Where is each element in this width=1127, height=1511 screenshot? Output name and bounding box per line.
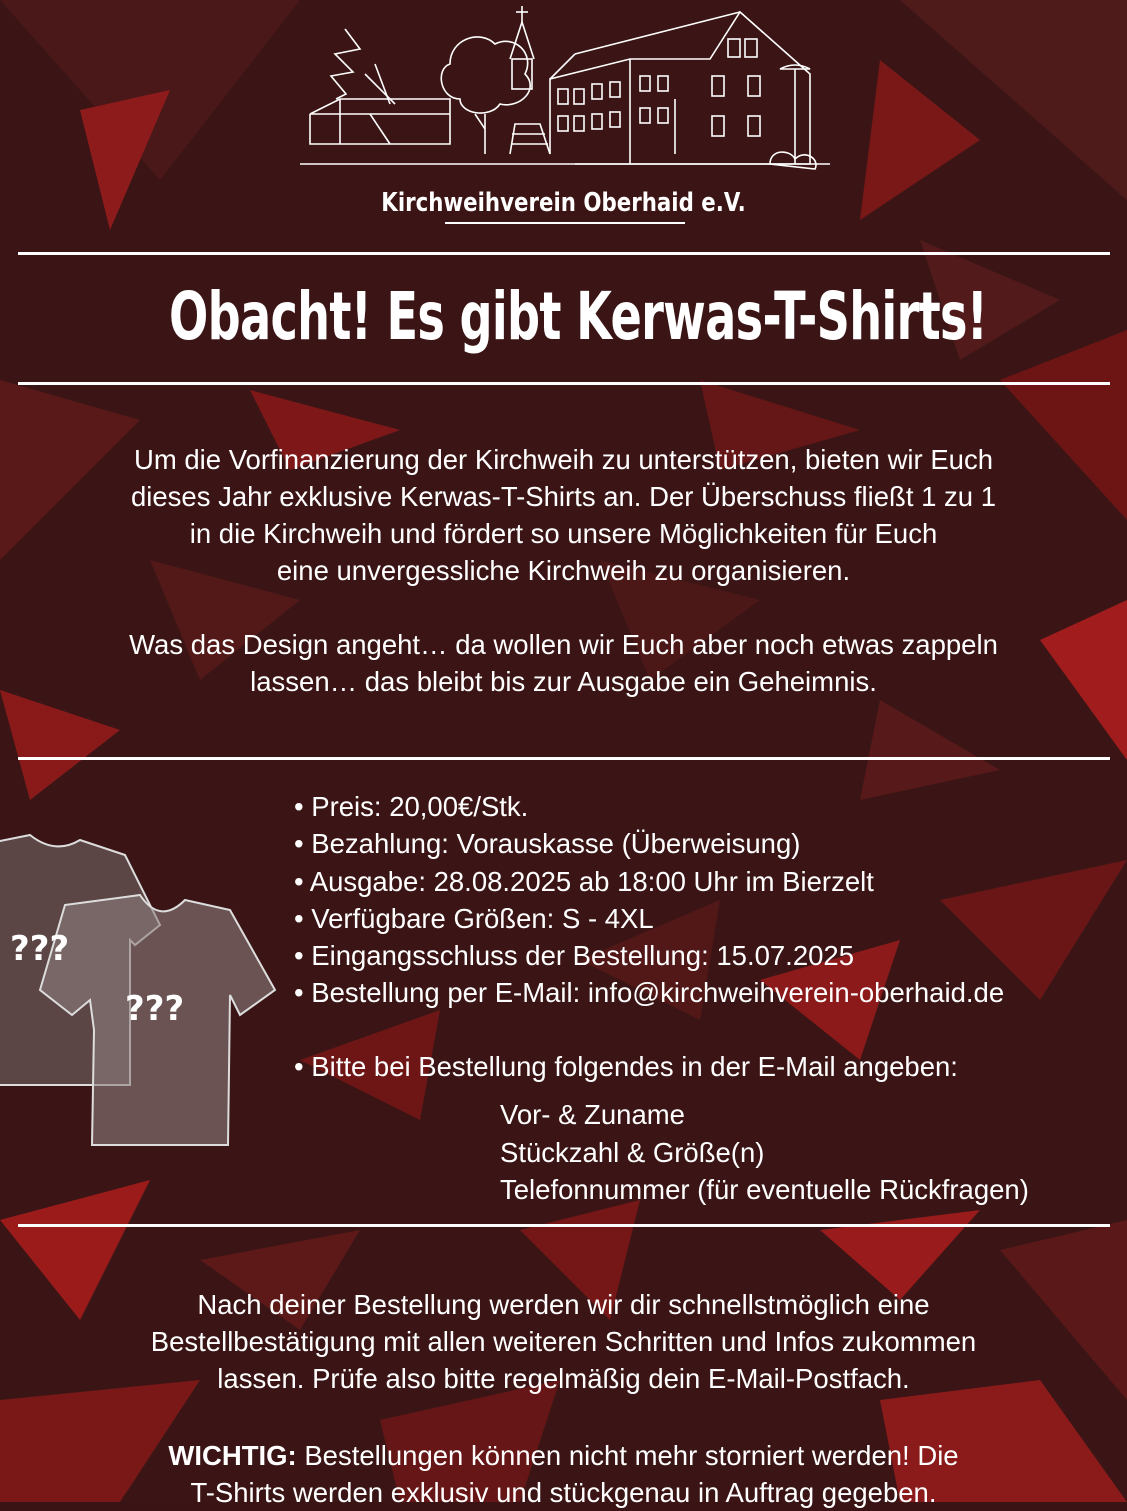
order-fields-list (500, 1096, 1029, 1209)
order-details-list (294, 788, 1004, 1085)
after-order-paragraph (0, 1286, 1127, 1397)
design-note-line: Was das Design angeht… da wollen wir Euch aber noch etwas zappeln (129, 629, 998, 660)
detail-price: • Preis: 20,00€/Stk. (294, 791, 529, 822)
intro-line: dieses Jahr exklusive Kerwas-T-Shirts an. Der Überschuss fließt 1 zu 1 (130, 481, 997, 512)
important-line-2: T-Shirts werden exklusiv und stückgenau in Auftrag gegeben. (190, 1477, 937, 1508)
organization-underline (445, 222, 685, 224)
village-church-tent-illustration-icon (300, 4, 830, 194)
organization-name: Kirchweihverein Oberhaid e.V. (381, 188, 746, 218)
intro-paragraph (0, 441, 1127, 589)
important-line-1 (0, 1437, 1127, 1474)
design-note-paragraph (0, 626, 1127, 700)
intro-line: Um die Vorfinanzierung der Kirchweih zu unterstützen, bieten wir Euch (133, 444, 994, 475)
page-title: Obacht! Es gibt Kerwas-T-Shirts! (169, 278, 988, 355)
divider-below-title (18, 382, 1110, 385)
design-note-line: lassen… das bleibt bis zur Ausgabe ein Geheimnis. (250, 666, 877, 697)
detail-deadline: • Eingangsschluss der Bestellung: 15.07.2025 (294, 940, 855, 972)
tshirt-outline-icon (0, 830, 290, 1160)
divider-details-top (18, 757, 1110, 760)
after-order-line: lassen. Prüfe also bitte regelmäßig dein E-Mail-Postfach. (217, 1363, 910, 1394)
detail-sizes: • Verfügbare Größen: S - 4XL (294, 902, 654, 934)
important-notice (0, 1437, 1127, 1511)
detail-payment: • Bezahlung: Vorauskasse (Überweisung) (294, 828, 801, 860)
after-order-line: Nach deiner Bestellung werden wir dir schnellstmöglich eine (197, 1289, 930, 1320)
important-label: WICHTIG: (168, 1440, 297, 1471)
divider-top (18, 252, 1110, 255)
mystery-label-back: ??? (10, 929, 70, 969)
order-field-name: Vor- & Zuname (500, 1099, 685, 1130)
divider-details-bottom (18, 1224, 1110, 1227)
intro-line: in die Kirchweih und fördert so unsere Möglichkeiten für Euch (189, 518, 938, 549)
important-text: Bestellungen können nicht mehr storniert werden! Die (296, 1440, 959, 1471)
order-field-quantity-size: Stückzahl & Größe(n) (500, 1136, 765, 1168)
detail-pickup: • Ausgabe: 28.08.2025 ab 18:00 Uhr im Bierzelt (294, 865, 874, 897)
after-order-line: Bestellbestätigung mit allen weiteren Schritten und Infos zukommen (150, 1326, 977, 1357)
detail-email: • Bestellung per E-Mail: info@kirchweihverein-oberhaid.de (294, 977, 1005, 1009)
mystery-label-front: ??? (125, 989, 185, 1029)
order-field-phone: Telefonnummer (für eventuelle Rückfragen) (500, 1174, 1029, 1206)
order-hint: • Bitte bei Bestellung folgendes in der E-Mail angeben: (294, 1050, 958, 1082)
intro-line: eine unvergessliche Kirchweih zu organisieren. (276, 555, 851, 586)
